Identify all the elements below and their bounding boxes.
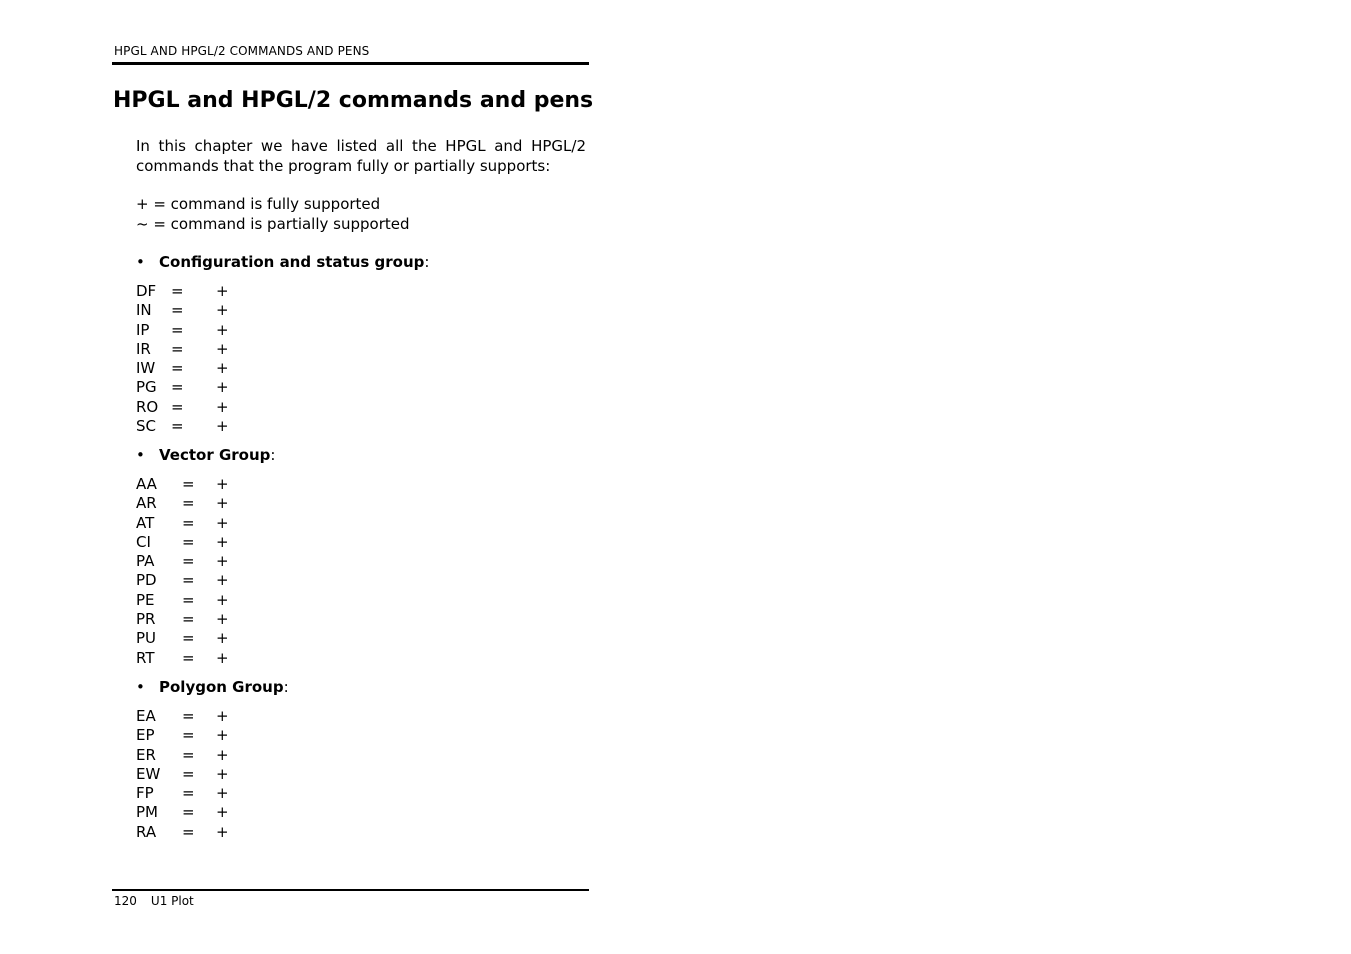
command-code: IW	[136, 359, 156, 378]
command-equals: =	[182, 764, 195, 783]
command-support: +	[216, 707, 229, 725]
command-code: PE	[136, 590, 155, 609]
command-equals: =	[182, 610, 195, 629]
group-title: Vector Group	[159, 446, 271, 464]
command-support: +	[216, 648, 229, 667]
page-footer	[114, 894, 208, 908]
group-heading-polygon: • Polygon Group:	[136, 678, 289, 696]
command-equals: =	[171, 282, 184, 300]
command-equals: =	[182, 803, 195, 822]
command-support: +	[216, 803, 229, 822]
command-equals: =	[182, 745, 195, 764]
legend-partial: ~ = command is partially supported	[136, 214, 410, 233]
group-heading-configuration: • Configuration and status group:	[136, 253, 430, 271]
command-code: AA	[136, 475, 157, 493]
footer-rule	[112, 889, 589, 891]
command-equals: =	[182, 532, 195, 551]
group-heading-vector: • Vector Group:	[136, 446, 276, 464]
command-code: ER	[136, 745, 156, 764]
command-code: PM	[136, 803, 158, 822]
command-code: RA	[136, 822, 157, 841]
command-code: CI	[136, 532, 151, 551]
command-equals: =	[182, 726, 195, 745]
command-equals: =	[171, 397, 184, 416]
command-support: +	[216, 629, 229, 648]
command-support: +	[216, 571, 229, 590]
command-code: PR	[136, 610, 156, 629]
support-legend	[136, 195, 410, 234]
command-code: IR	[136, 339, 151, 358]
command-equals: =	[182, 475, 195, 493]
command-code: EA	[136, 707, 156, 725]
command-code: IP	[136, 320, 150, 339]
command-equals: =	[182, 552, 195, 571]
command-equals: =	[182, 513, 195, 532]
bullet-icon: •	[136, 446, 145, 464]
footer-product: U1 Plot	[150, 894, 194, 908]
command-code: DF	[136, 282, 157, 300]
group-title: Configuration and status group	[159, 253, 425, 271]
command-code: IN	[136, 301, 152, 320]
command-equals: =	[171, 339, 184, 358]
command-support: +	[216, 475, 229, 493]
page-number: 120	[114, 894, 137, 908]
command-code: AR	[136, 494, 157, 513]
command-equals: =	[182, 648, 195, 667]
command-support: +	[216, 532, 229, 551]
command-equals: =	[182, 707, 195, 725]
command-code: EW	[136, 764, 161, 783]
command-support: +	[216, 417, 229, 436]
command-equals: =	[182, 784, 195, 803]
command-code: RT	[136, 648, 155, 667]
command-support: +	[216, 726, 229, 745]
command-code: PU	[136, 629, 157, 648]
command-equals: =	[171, 301, 184, 320]
intro-paragraph: In this chapter we have listed all the HPGL and HPGL/2 commands that the program fully or partially supports:	[136, 137, 586, 175]
command-support: +	[216, 590, 229, 609]
command-equals: =	[182, 822, 195, 841]
command-equals: =	[182, 629, 195, 648]
command-code: AT	[136, 513, 155, 532]
running-header: HPGL AND HPGL/2 COMMANDS AND PENS	[114, 44, 370, 58]
command-support: +	[216, 320, 229, 339]
bullet-icon: •	[136, 253, 145, 271]
command-support: +	[216, 494, 229, 513]
bullet-icon: •	[136, 678, 145, 696]
command-support: +	[216, 359, 229, 378]
command-support: +	[216, 282, 229, 300]
command-support: +	[216, 513, 229, 532]
group-title: Polygon Group	[159, 678, 284, 696]
command-code: EP	[136, 726, 155, 745]
command-code: RO	[136, 397, 159, 416]
command-code: PD	[136, 571, 157, 590]
command-support: +	[216, 784, 229, 803]
command-equals: =	[182, 494, 195, 513]
header-rule	[112, 62, 589, 65]
command-support: +	[216, 610, 229, 629]
command-support: +	[216, 397, 229, 416]
command-equals: =	[182, 590, 195, 609]
page-title: HPGL and HPGL/2 commands and pens	[113, 88, 594, 113]
command-code: PG	[136, 378, 157, 397]
command-equals: =	[171, 359, 184, 378]
command-code: SC	[136, 417, 156, 436]
command-equals: =	[171, 417, 184, 436]
command-support: +	[216, 552, 229, 571]
command-support: +	[216, 745, 229, 764]
command-support: +	[216, 339, 229, 358]
legend-full: + = command is fully supported	[136, 195, 381, 213]
command-code: PA	[136, 552, 155, 571]
command-equals: =	[171, 378, 184, 397]
command-support: +	[216, 764, 229, 783]
command-equals: =	[171, 320, 184, 339]
command-support: +	[216, 822, 229, 841]
command-equals: =	[182, 571, 195, 590]
command-support: +	[216, 301, 229, 320]
command-code: FP	[136, 784, 154, 803]
command-support: +	[216, 378, 229, 397]
